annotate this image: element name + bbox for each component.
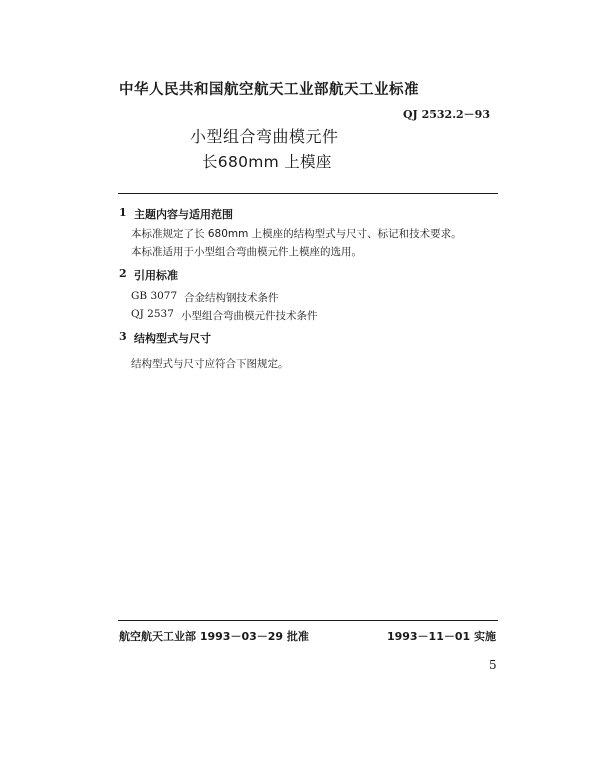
standard-code: QJ 2532.2－93	[402, 108, 490, 121]
section-3-paragraph-1: 结构型式与尺寸应符合下图规定。	[131, 358, 289, 370]
section-1-heading: 主题内容与适用范围	[134, 208, 233, 221]
footer-divider	[118, 620, 498, 621]
reference-2-code: QJ 2537	[131, 308, 174, 320]
implementation-line: 1993－11－01 实施	[386, 630, 496, 643]
reference-2-title: 小型组合弯曲模元件技术条件	[181, 310, 318, 322]
section-1-paragraph-2: 本标准适用于小型组合弯曲模元件上模座的选用。	[131, 246, 362, 258]
standard-organization: 中华人民共和国航空航天工业部航天工业标准	[119, 82, 419, 98]
section-3-number: 3	[119, 330, 127, 343]
reference-1-code: GB 3077	[131, 290, 178, 302]
section-1-number: 1	[119, 206, 127, 219]
section-3-heading: 结构型式与尺寸	[134, 332, 211, 345]
section-1-paragraph-1: 本标准规定了长 680mm 上模座的结构型式与尺寸、标记和技术要求。	[131, 228, 462, 240]
section-2-number: 2	[119, 267, 127, 280]
header-divider	[118, 193, 498, 194]
page-number: 5	[489, 658, 497, 672]
document-title-line1: 小型组合弯曲模元件	[190, 127, 339, 146]
section-2-heading: 引用标准	[134, 269, 178, 282]
reference-1-title: 合金结构钢技术条件	[184, 292, 279, 304]
document-title-line2: 长680mm 上模座	[202, 153, 332, 171]
approval-line: 航空航天工业部 1993－03－29 批准	[119, 630, 309, 643]
